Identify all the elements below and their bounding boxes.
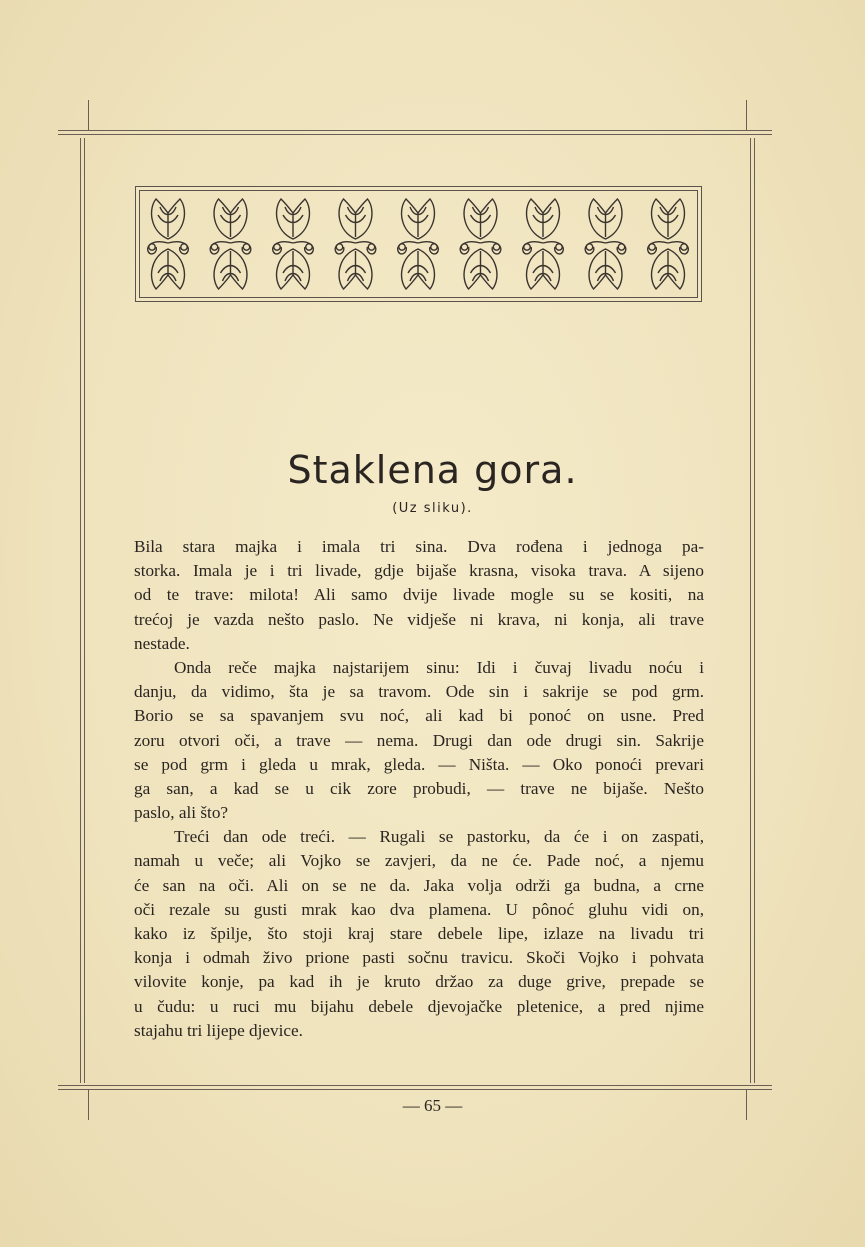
paragraph [134, 656, 704, 825]
text-line: kako iz špilje, što stoji kraj stare debele lipe, izlaze na livadu tri [134, 924, 704, 943]
page-subtitle: (Uz sliku). [392, 501, 473, 516]
text-line: Treći dan ode treći. — Rugali se pastorku, da će i on zaspati, [174, 827, 704, 847]
ornament-band [135, 186, 702, 302]
text-line: zoru otvori oči, a trave — nema. Drugi dan ode drugi sin. Sakrije [134, 730, 704, 750]
text-line: Bila stara majka i imala tri sina. Dva rođena i jednoga pa- [134, 537, 704, 556]
text-line: konja i odmah živo prione pasti sočnu travicu. Skoči Vojko i pohvata [134, 948, 704, 968]
text-line: Onda reče majka najstarijem sinu: Idi i čuvaj livadu noću i [174, 657, 704, 677]
text-line: ga san, a kad se u cik zore probudi, — trave ne bijaše. Nešto [134, 778, 704, 798]
text-line: oči rezale su gusti mrak kao dva plamena. U pônoć gluhu vidi on, [134, 899, 704, 919]
paragraph [134, 825, 704, 1043]
text-line: danju, da vidimo, šta je sa travom. Ode sin i sakrije se pod grm. [134, 682, 704, 702]
text-line: nestade. [134, 633, 190, 653]
text-line: namah u veče; ali Vojko se zavjeri, da ne će. Pade noć, a njemu [134, 851, 704, 871]
text-line: se pod grm i gleda u mrak, gleda. — Ništa. — Oko ponoći prevari [134, 754, 704, 774]
text-line: trećoj je vazda nešto paslo. Ne vidješe ni krava, ni konja, ali trave [134, 609, 704, 629]
tulip-ornament-icon [136, 187, 701, 301]
page-number: — 65 — [402, 1096, 463, 1115]
text-line: storka. Imala je i tri livade, gdje bijaše krasna, visoka trava. A sijeno [134, 561, 704, 581]
story-text [134, 535, 704, 1043]
text-line: Borio se sa spavanjem svu noć, ali kad bi ponoć on usne. Pred [134, 706, 704, 726]
text-line: paslo, ali što? [134, 803, 229, 823]
text-line: u čudu: u ruci mu bijahu debele djevojačke pletenice, a pred njime [134, 996, 704, 1016]
text-line: stajahu tri lijepe djevice. [134, 1020, 303, 1040]
text-line: će san na oči. Ali on se ne da. Jaka volja održi ga budna, a crne [134, 875, 704, 895]
text-line: od te trave: milota! Ali samo dvije livade mogle su se kositi, na [134, 585, 704, 605]
text-line: vilovite konje, pa kad ih je kruto držao za duge grive, prepade se [134, 972, 704, 992]
page-title: Staklena gora. [287, 448, 578, 492]
paragraph [134, 535, 704, 656]
